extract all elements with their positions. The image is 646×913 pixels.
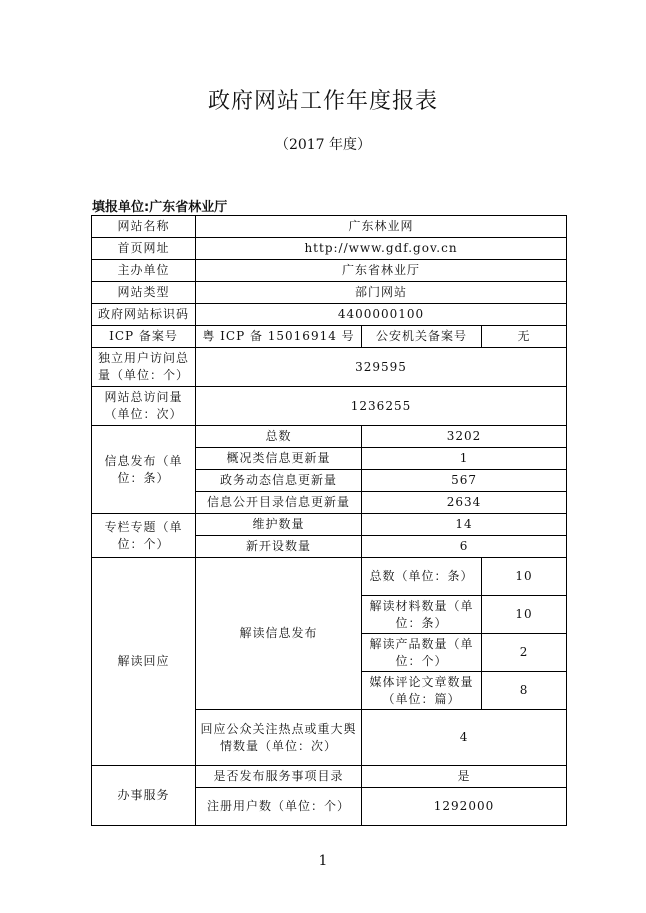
table-row [92,216,567,238]
page-views-value: 1236255 [196,387,567,426]
page-number: 1 [318,853,328,869]
table-row [92,348,567,387]
info-dynamic-label: 政务动态信息更新量 [196,470,362,492]
interp-product-label: 解读产品数量（单位：个） [362,634,482,672]
column-maintain-value: 14 [362,514,567,536]
table-row [92,304,567,326]
gov-id-label: 政府网站标识码 [92,304,196,326]
info-total-value: 3202 [362,426,567,448]
report-year: （2017 年度） [274,137,372,153]
info-total-label: 总数 [196,426,362,448]
home-url-label: 首页网址 [92,238,196,260]
interp-media-value: 8 [482,672,567,710]
table-row [92,260,567,282]
police-record-label: 公安机关备案号 [362,326,482,348]
column-new-label: 新开设数量 [196,536,362,558]
interp-release-label: 解读信息发布 [196,558,362,710]
site-name-value: 广东林业网 [196,216,567,238]
interp-total-value: 10 [482,558,567,596]
info-release-label: 信息发布（单位：条） [92,426,196,514]
table-row [92,238,567,260]
home-url-value: http://www.gdf.gov.cn [196,238,567,260]
service-catalog-value: 是 [362,766,567,788]
table-row [92,282,567,304]
info-catalog-value: 2634 [362,492,567,514]
host-label: 主办单位 [92,260,196,282]
info-overview-value: 1 [362,448,567,470]
interp-material-value: 10 [482,596,567,634]
interp-media-label: 媒体评论文章数量（单位：篇） [362,672,482,710]
service-catalog-label: 是否发布服务事项目录 [196,766,362,788]
table-row [92,766,567,788]
interp-product-value: 2 [482,634,567,672]
info-dynamic-value: 567 [362,470,567,492]
host-value: 广东省林业厅 [196,260,567,282]
column-topic-label: 专栏专题（单位：个） [92,514,196,558]
police-record-value: 无 [482,326,567,348]
info-catalog-label: 信息公开目录信息更新量 [196,492,362,514]
interp-material-label: 解读材料数量（单位：条） [362,596,482,634]
interpretation-label: 解读回应 [92,558,196,766]
site-type-label: 网站类型 [92,282,196,304]
column-new-value: 6 [362,536,567,558]
unique-visitors-value: 329595 [196,348,567,387]
table-row [92,514,567,536]
column-maintain-label: 维护数量 [196,514,362,536]
unique-visitors-label: 独立用户访问总量（单位：个） [92,348,196,387]
filing-unit: 填报单位:广东省林业厅 [92,200,228,215]
icp-value: 粤 ICP 备 15016914 号 [196,326,362,348]
service-label: 办事服务 [92,766,196,826]
report-title: 政府网站工作年度报表 [207,89,438,114]
service-users-label: 注册用户数（单位：个） [196,788,362,826]
interp-response-label: 回应公众关注热点或重大舆情数量（单位：次） [196,710,362,766]
site-type-value: 部门网站 [196,282,567,304]
info-overview-label: 概况类信息更新量 [196,448,362,470]
icp-label: ICP 备案号 [92,326,196,348]
report-table [91,215,567,826]
interp-response-value: 4 [362,710,567,766]
interp-total-label: 总数（单位：条） [362,558,482,596]
page-views-label: 网站总访问量（单位：次） [92,387,196,426]
service-users-value: 1292000 [362,788,567,826]
table-row [92,558,567,596]
site-name-label: 网站名称 [92,216,196,238]
table-row [92,387,567,426]
table-row [92,426,567,448]
table-row [92,326,567,348]
gov-id-value: 4400000100 [196,304,567,326]
